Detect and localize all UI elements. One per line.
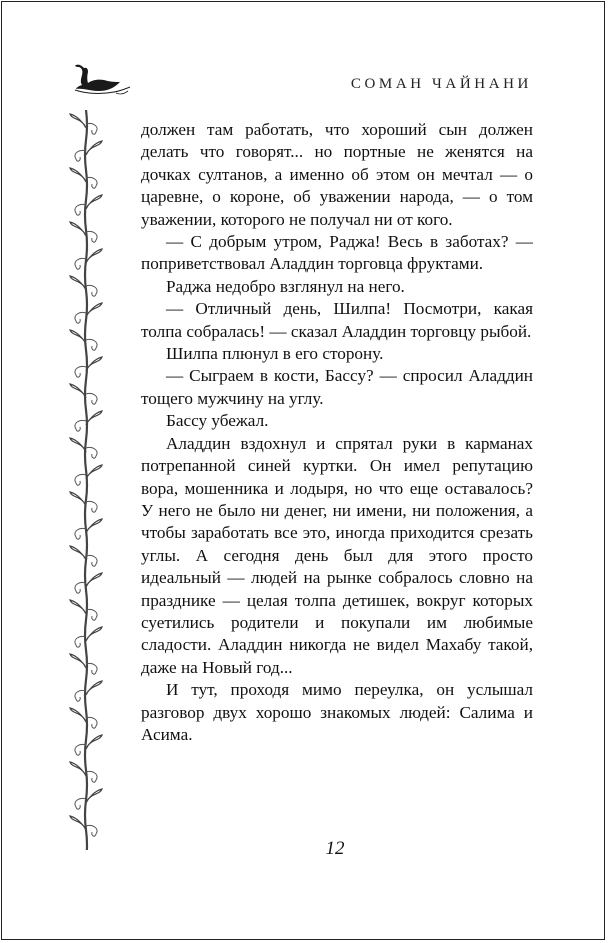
paragraph: Бассу убежал. xyxy=(166,411,269,431)
page-number: 12 xyxy=(325,838,345,859)
body-text xyxy=(141,119,533,746)
paragraph: Раджа недобро взглянул на него. xyxy=(166,276,405,296)
paragraph: — Отличный день, Шилпа! Посмотри, какая толпа собралась! — сказал Аладдин торговцу рыбой. xyxy=(141,299,533,341)
running-header: СОМАН ЧАЙНАНИ xyxy=(350,76,532,92)
vine-ornament-icon xyxy=(66,110,106,850)
paragraph: — С добрым утром, Раджа! Весь в заботах? — поприветствовал Аладдин торговца фруктами. xyxy=(141,232,533,274)
swan-icon xyxy=(70,60,132,98)
paragraph: — Сыграем в кости, Бассу? — спросил Аладдин тощего мужчину на углу. xyxy=(141,366,533,408)
paragraph: Шилпа плюнул в его сторону. xyxy=(166,344,384,364)
paragraph: должен там работать, что хороший сын должен делать что говорят... но портные не женятся на дочках султанов, а именно об этом он мечтал — о царевне, о короне, об уважении народа, — о том уважении, которого не получал ни от кого. xyxy=(141,120,533,229)
paragraph: И тут, проходя мимо переулка, он услышал разговор двух хорошо знакомых людей: Салима и Асима. xyxy=(141,680,533,744)
paragraph: Аладдин вздохнул и спрятал руки в карманах потрепанной синей куртки. Он имел репутацию вора, мошенника и лодыря, но что еще оставалось? У него не было ни денег, ни имени, ни положения, а чтобы заработать все это, иногда приходится срезать углы. А сегодня день был для этого просто идеальный — людей на рынке собралось словно на празднике — целая толпа детишек, вокруг которых суетились родители и покупали им любимые сладости. Аладдин никогда не видел Махабу такой, даже на Новый год... xyxy=(141,433,533,677)
